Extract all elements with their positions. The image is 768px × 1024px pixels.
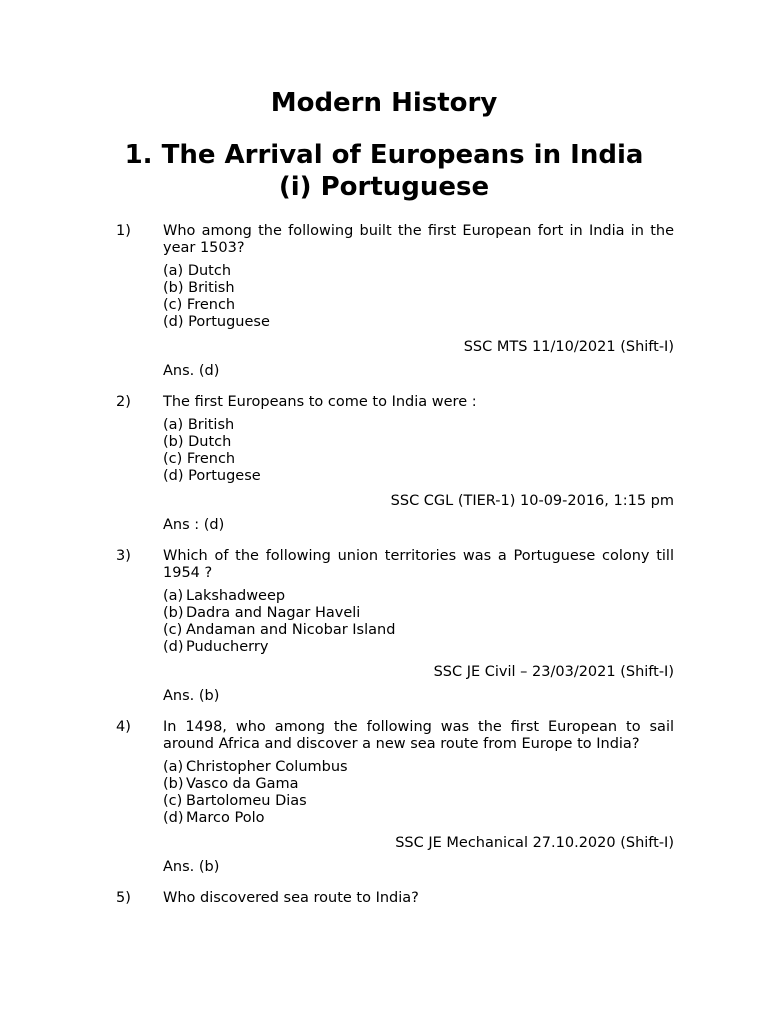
option-list bbox=[163, 417, 674, 485]
question-number: 5) bbox=[116, 890, 131, 906]
question-item bbox=[116, 719, 674, 876]
chapter-title: 1. The Arrival of Europeans in India bbox=[124, 140, 644, 170]
question-item bbox=[116, 223, 674, 380]
option-item bbox=[163, 297, 674, 314]
option-label: (b) bbox=[163, 776, 184, 792]
option-label: (d) bbox=[163, 468, 184, 484]
exam-source: SSC JE Mechanical 27.10.2020 (Shift-I) bbox=[395, 835, 674, 851]
option-list bbox=[163, 759, 674, 827]
option-text: Dutch bbox=[188, 434, 232, 450]
question-text: Who discovered sea route to India? bbox=[163, 890, 419, 906]
option-text: Vasco da Gama bbox=[186, 776, 299, 792]
option-text: Christopher Columbus bbox=[186, 759, 348, 775]
option-label: (b) bbox=[163, 605, 184, 621]
option-text: Puducherry bbox=[186, 639, 269, 655]
chapter-subtitle: (i) Portuguese bbox=[278, 172, 490, 202]
option-text: Dadra and Nagar Haveli bbox=[186, 605, 361, 621]
option-label: (b) bbox=[163, 434, 184, 450]
option-text: Marco Polo bbox=[186, 810, 265, 826]
exam-source: SSC CGL (TIER-1) 10-09-2016, 1:15 pm bbox=[390, 493, 674, 509]
exam-source: SSC MTS 11/10/2021 (Shift-I) bbox=[463, 339, 674, 355]
option-item bbox=[163, 434, 674, 451]
question-number: 1) bbox=[116, 223, 131, 239]
answer-text: Ans. (d) bbox=[163, 363, 220, 379]
option-text: French bbox=[186, 297, 236, 313]
question-text: The first Europeans to come to India were : bbox=[163, 394, 477, 410]
option-item bbox=[163, 588, 674, 605]
option-text: Lakshadweep bbox=[186, 588, 286, 604]
question-number: 2) bbox=[116, 394, 131, 410]
option-item bbox=[163, 263, 674, 280]
option-list bbox=[163, 263, 674, 331]
option-item bbox=[163, 810, 674, 827]
question-list bbox=[116, 223, 674, 921]
answer-text: Ans : (d) bbox=[163, 517, 225, 533]
answer-text: Ans. (b) bbox=[163, 859, 220, 875]
chapter-heading bbox=[0, 139, 768, 203]
option-label: (d) bbox=[163, 314, 184, 330]
question-text: Which of the following union territories was a Portuguese colony till 1954 ? bbox=[163, 548, 674, 581]
option-text: Portuguese bbox=[188, 314, 270, 330]
option-item bbox=[163, 605, 674, 622]
option-item bbox=[163, 417, 674, 434]
option-item bbox=[163, 314, 674, 331]
option-label: (d) bbox=[163, 639, 184, 655]
option-text: Portugese bbox=[188, 468, 261, 484]
question-number: 4) bbox=[116, 719, 131, 735]
option-label: (c) bbox=[163, 622, 183, 638]
option-label: (c) bbox=[163, 793, 183, 809]
question-item bbox=[116, 548, 674, 705]
option-text: French bbox=[186, 451, 236, 467]
question-number: 3) bbox=[116, 548, 131, 564]
option-label: (c) bbox=[163, 451, 183, 467]
option-label: (d) bbox=[163, 810, 184, 826]
option-label: (c) bbox=[163, 297, 183, 313]
option-item bbox=[163, 776, 674, 793]
option-text: British bbox=[188, 280, 235, 296]
option-list bbox=[163, 588, 674, 656]
option-label: (a) bbox=[163, 588, 184, 604]
option-text: Dutch bbox=[187, 263, 232, 279]
option-item bbox=[163, 793, 674, 810]
option-item bbox=[163, 759, 674, 776]
option-text: Bartolomeu Dias bbox=[186, 793, 307, 809]
question-text: Who among the following built the first European fort in India in the year 1503? bbox=[163, 223, 674, 256]
option-item bbox=[163, 280, 674, 297]
exam-source: SSC JE Civil – 23/03/2021 (Shift-I) bbox=[433, 664, 674, 680]
option-item bbox=[163, 451, 674, 468]
question-item bbox=[116, 394, 674, 534]
option-text: Andaman and Nicobar Island bbox=[186, 622, 396, 638]
option-item bbox=[163, 639, 674, 656]
question-item bbox=[116, 890, 674, 907]
question-text: In 1498, who among the following was the first European to sail around Africa and discover a new sea route from Europe to India? bbox=[163, 719, 674, 752]
option-item bbox=[163, 622, 674, 639]
option-label: (b) bbox=[163, 280, 184, 296]
option-label: (a) bbox=[163, 263, 184, 279]
option-text: British bbox=[187, 417, 235, 433]
answer-text: Ans. (b) bbox=[163, 688, 220, 704]
option-item bbox=[163, 468, 674, 485]
option-label: (a) bbox=[163, 759, 184, 775]
option-label: (a) bbox=[163, 417, 184, 433]
document-title: Modern History bbox=[270, 88, 498, 118]
